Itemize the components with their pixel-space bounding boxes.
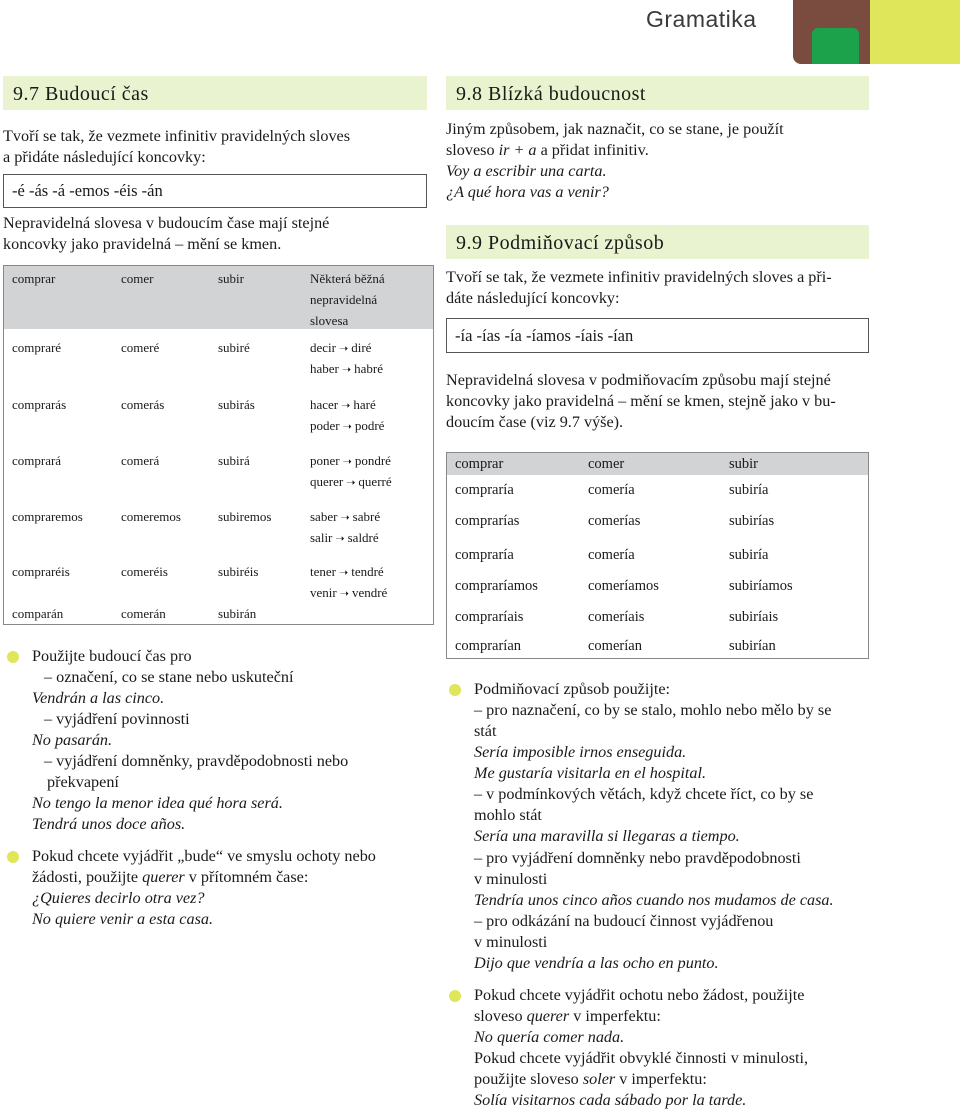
s97-usage-line: překvapení — [47, 773, 119, 791]
s99-usage-line: v minulosti — [474, 933, 548, 951]
s99-example: Dijo que vendría a las ocho en punto. — [474, 954, 719, 972]
irregular-pair: querer ➝ querré — [310, 474, 392, 489]
green-tab-decoration — [812, 28, 859, 64]
arrow-right-icon: ➝ — [338, 343, 349, 355]
col-header-subir: subir — [729, 456, 758, 472]
table-cell: comeríais — [588, 609, 645, 625]
s97-querer-line: Pokud chcete vyjádřit „bude“ ve smyslu ochoty nebo — [32, 847, 376, 865]
table-cell: subiría — [729, 547, 769, 563]
arrow-right-icon: ➝ — [338, 567, 349, 579]
s99-usage-line: – pro naznačení, co by se stalo, mohlo nebo mělo by se — [474, 701, 832, 719]
table-cell: comparán — [12, 606, 64, 621]
s97-example: No pasarán. — [32, 731, 113, 749]
s97-intro — [3, 126, 427, 168]
s99-irregular-note — [446, 370, 869, 433]
section-heading-9-7: 9.7 Budoucí čas — [3, 76, 427, 110]
table-cell: subiré — [218, 340, 250, 355]
col-header-comer: comer — [121, 271, 154, 286]
s99-example: Solía visitarnos cada sábado por la tarde. — [474, 1091, 747, 1109]
arrow-right-icon: ➝ — [341, 400, 351, 412]
arrow-right-icon: ➝ — [342, 421, 352, 433]
s97-example: Tendrá unos doce años. — [32, 815, 186, 833]
arrow-right-icon: ➝ — [335, 533, 345, 545]
s99-irregular-line1: Nepravidelná slovesa v podmiňovacím způsobu mají stejné — [446, 371, 831, 389]
page-title: Gramatika — [646, 6, 757, 32]
s99-usage-line: mohlo stát — [474, 806, 542, 824]
table-cell: subiríamos — [729, 578, 793, 594]
table-cell: compraré — [12, 340, 62, 355]
irregular-pair: decir ➝ diré — [310, 340, 372, 355]
s97-example: ¿Quieres decirlo otra vez? — [32, 889, 205, 907]
table-cell: subirá — [218, 453, 250, 468]
table-cell: compraréis — [12, 564, 70, 579]
s97-intro-line2: a přidáte následující koncovky: — [3, 148, 206, 166]
table-cell: comería — [588, 547, 635, 563]
s99-usage-line: v minulosti — [474, 870, 548, 888]
table-cell: comeré — [121, 340, 160, 355]
table-cell: subirían — [729, 638, 776, 654]
s99-querer-line: Pokud chcete vyjádřit ochotu nebo žádost, použijte — [474, 986, 805, 1004]
s98-line: sloveso ir + a a přidat infinitiv. — [446, 141, 649, 159]
table-cell: compraría — [455, 547, 514, 563]
irregular-pair: haber ➝ habré — [310, 361, 383, 376]
s99-example: Sería imposible irnos enseguida. — [474, 743, 687, 761]
irregular-pair: saber ➝ sabré — [310, 509, 381, 524]
irregular-pair: venir ➝ vendré — [310, 585, 388, 600]
irregular-pair: tener ➝ tendré — [310, 564, 384, 579]
s98-line: Jiným způsobem, jak naznačit, co se stane, je použít — [446, 120, 784, 138]
table-cell: comería — [588, 482, 635, 498]
s99-usage-intro: Podmiňovací způsob použijte: — [474, 680, 671, 698]
table-cell: comerían — [588, 638, 642, 654]
table-cell: subirán — [218, 606, 257, 621]
s99-irregular-line2: koncovky jako pravidelná – mění se kmen, stejně jako v bu- — [446, 392, 836, 410]
col-header-irregular-3: slovesa — [310, 313, 349, 328]
table-cell: subirás — [218, 397, 255, 412]
s99-example: Sería una maravilla si llegaras a tiempo. — [474, 827, 740, 845]
s99-intro-line2: dáte následující koncovky: — [446, 289, 620, 307]
table-cell: comprarías — [455, 513, 520, 529]
s97-intro-line1: Tvoří se tak, že vezmete infinitiv pravidelných sloves — [3, 127, 351, 145]
s97-irregular-line2: koncovky jako pravidelná – mění se kmen. — [3, 235, 282, 253]
table-cell: subirías — [729, 513, 775, 529]
s97-usage-line: – označení, co se stane nebo uskuteční — [44, 668, 294, 686]
section-heading-9-9: 9.9 Podmiňovací způsob — [446, 225, 869, 259]
s97-endings-box — [3, 174, 427, 208]
s97-irregular-line1: Nepravidelná slovesa v budoucím čase mají stejné — [3, 214, 330, 232]
s99-usage-line: – pro odkázání na budoucí činnost vyjádřenou — [474, 912, 774, 930]
table-cell: subiremos — [218, 509, 272, 524]
s97-example: No tengo la menor idea qué hora será. — [32, 794, 283, 812]
s97-usage-line: – vyjádření domněnky, pravděpodobnosti nebo — [44, 752, 349, 770]
col-header-irregular-2: nepravidelná — [310, 292, 378, 307]
table-cell: comeríamos — [588, 578, 659, 594]
s99-irregular-line3: doucím čase (viz 9.7 výše). — [446, 413, 624, 431]
table-cell: subiréis — [218, 564, 259, 579]
s99-example: Tendría unos cinco años cuando nos mudamos de casa. — [474, 891, 834, 909]
s99-querer-line: Pokud chcete vyjádřit obvyklé činnosti v minulosti, — [474, 1049, 809, 1067]
s99-endings: -ía -ías -ía -íamos -íais -ían — [455, 325, 634, 345]
col-header-comprar: comprar — [455, 456, 504, 472]
s97-querer-line: žádosti, použijte querer v přítomném čase: — [32, 868, 309, 886]
s99-intro — [446, 267, 869, 309]
s97-endings: -é -ás -á -emos -éis -án — [12, 181, 163, 200]
s97-usage-intro: Použijte budoucí čas pro — [32, 647, 192, 665]
s99-querer-line: sloveso querer v imperfektu: — [474, 1007, 661, 1025]
s99-intro-line1: Tvoří se tak, že vezmete infinitiv pravidelných sloves a při- — [446, 268, 832, 286]
table-cell: compraríais — [455, 609, 524, 625]
section-heading-9-8: 9.8 Blízká budoucnost — [446, 76, 869, 110]
table-cell: subiría — [729, 482, 769, 498]
arrow-right-icon: ➝ — [346, 477, 356, 489]
table-cell: comerías — [588, 513, 641, 529]
table-cell: compraremos — [12, 509, 83, 524]
s97-irregular-note — [3, 213, 427, 255]
s99-endings-box — [446, 318, 869, 353]
table-cell: compraríamos — [455, 578, 538, 594]
bullet-icon — [7, 851, 19, 863]
s98-example: ¿A qué hora vas a venir? — [446, 183, 609, 201]
lime-tab-decoration — [870, 0, 960, 64]
col-header-irregular-1: Některá běžná — [310, 271, 385, 286]
bullet-icon — [449, 684, 461, 696]
irregular-pair: salir ➝ saldré — [310, 530, 379, 545]
s99-example: Me gustaría visitarla en el hospital. — [474, 764, 707, 782]
s99-example: No quería comer nada. — [474, 1028, 625, 1046]
s99-usage-line: – v podmínkových větách, když chcete říct, co by se — [474, 785, 814, 803]
table-header-row — [447, 453, 868, 475]
col-header-comer: comer — [588, 456, 625, 472]
s97-usage-line: – vyjádření povinnosti — [44, 710, 190, 728]
future-tense-table — [3, 265, 434, 625]
table-cell: comprará — [12, 453, 62, 468]
s99-querer-line: použijte sloveso soler v imperfektu: — [474, 1070, 707, 1088]
col-header-subir: subir — [218, 271, 244, 286]
conditional-table — [446, 452, 869, 659]
s99-usage-line: – pro vyjádření domněnky nebo pravděpodobnosti — [474, 849, 801, 867]
table-cell: comerá — [121, 453, 160, 468]
s98-example: Voy a escribir una carta. — [446, 162, 607, 180]
arrow-right-icon: ➝ — [339, 588, 349, 600]
col-header-comprar: comprar — [12, 271, 56, 286]
s97-example: Vendrán a las cinco. — [32, 689, 165, 707]
table-cell: comprarían — [455, 638, 522, 654]
irregular-pair: poder ➝ podré — [310, 418, 385, 433]
table-cell: comprarás — [12, 397, 67, 412]
bullet-icon — [7, 651, 19, 663]
arrow-right-icon: ➝ — [340, 512, 350, 524]
s99-usage-line: stát — [474, 722, 497, 740]
arrow-right-icon: ➝ — [342, 456, 352, 468]
table-cell: comeréis — [121, 564, 168, 579]
table-cell: comerán — [121, 606, 166, 621]
arrow-right-icon: ➝ — [341, 364, 352, 376]
irregular-pair: hacer ➝ haré — [310, 397, 376, 412]
bullet-icon — [449, 990, 461, 1002]
table-cell: subiríais — [729, 609, 779, 625]
irregular-pair: poner ➝ pondré — [310, 453, 391, 468]
table-cell: compraría — [455, 482, 514, 498]
s97-example: No quiere venir a esta casa. — [32, 910, 214, 928]
table-cell: comerás — [121, 397, 165, 412]
table-cell: comeremos — [121, 509, 181, 524]
